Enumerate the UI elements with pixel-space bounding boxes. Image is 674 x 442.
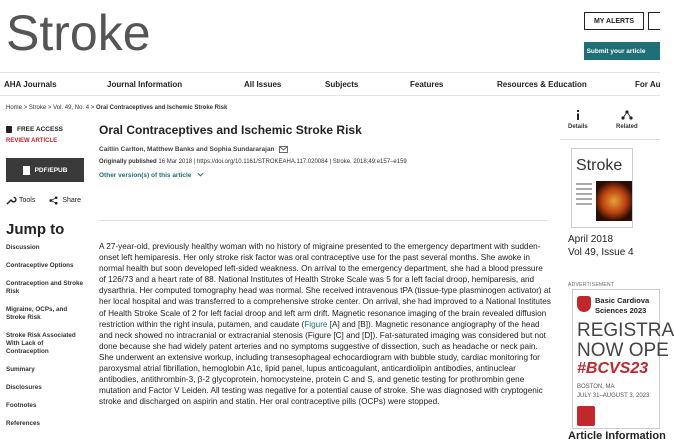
share-icon xyxy=(49,196,58,205)
author-list[interactable]: Caitlin Carlton, Matthew Banks and Sophia Sundararajan xyxy=(99,146,275,154)
divider xyxy=(99,220,547,221)
jump-references[interactable]: References xyxy=(6,420,40,427)
other-versions-toggle[interactable]: Other version(s) of this article xyxy=(99,172,204,179)
edge-button-top[interactable] xyxy=(648,12,660,30)
breadcrumb: Home > Stroke > Vol. 49, No. 4 > Oral Contraceptives and Ischemic Stroke Risk xyxy=(6,105,228,111)
advertisement-label: ADVERTISEMENT xyxy=(568,282,615,288)
submit-article-button[interactable]: Submit your article xyxy=(584,42,648,60)
jump-disclosures[interactable]: Disclosures xyxy=(6,384,42,391)
pdf-file-icon xyxy=(23,166,30,175)
article-information-heading: Article Information xyxy=(568,430,666,442)
tools-button[interactable]: Tools xyxy=(6,196,35,205)
nav-all-issues[interactable]: All Issues xyxy=(244,80,282,89)
cover-text-lines xyxy=(576,183,592,208)
advertisement-banner[interactable]: Basic Cardiova Sciences 2023 REGISTRA NOW OPE #BCVS23 BOSTON, MA JULY 31–AUGUST 3, 2023 xyxy=(572,289,660,429)
info-icon xyxy=(573,110,583,120)
right-tabs xyxy=(560,100,660,140)
nav-features[interactable]: Features xyxy=(410,80,444,89)
jump-to-list xyxy=(6,244,84,428)
breadcrumb-home[interactable]: Home xyxy=(6,105,23,111)
share-button[interactable]: Share xyxy=(49,196,81,205)
article-meta: Originally published 16 Mar 2018 | https://doi.org/10.1161/STROKEAHA.117.020084 | Stroke. 2018;49:e157–e159 xyxy=(99,159,407,165)
left-sidebar xyxy=(6,126,84,438)
journal-logo[interactable]: Stroke xyxy=(6,5,151,61)
jump-contraceptive-options[interactable]: Contraceptive Options xyxy=(6,262,74,269)
article-body: A 27-year-old, previously healthy woman with no history of migraine presented to the emergency department with sudden-onset left hemiparesis. Her only stroke risk factor was oral contraceptive use for the past several months. She awoke in normal health but soon developed left-sided weakness. On arrival to the emergency department, she had a blood pressure of 126/73 and a heart rate of 88. National Institutes of Health Stroke Scale was 5 for a left facial droop, hemiparesis, and dysarthria. Her computed tomography head was normal. She received intravenous tPA (tissue-type plasminogen activator) at her local hospital and was transferred to a comprehensive stroke center. On arrival, she had improved to a National Institutes of Health Stroke Scale of 2 for left facial droop and left arm drift. Magnetic resonance imaging of the brain revealed diffusion restriction within the right insula, putamen, and caudate (Figure [A] and [B]). Magnetic resonance angiography of the head and neck showed no intracranial or extracranial stenosis (Figure [C] and [D]). Fat-saturated imaging was considered but not done because she had widely patent arteries and no symptoms suggestive of dissection, such as headache or neck pain. She underwent an extensive workup, including transesophageal echocardiogram with bubble study, cardiac monitoring for paroxysmal atrial fibrillation, hemoglobin A1c, lipid panel, lupus anticoagulant, anticardiolipin antibodies, antinuclear antibodies, antithrombin-3, β-2 glycoprotein, homocysteine, protein C and S, and genetic testing for prothrombin gene mutation and Factor V Leiden. All testing was negative for a potential cause of stroke. She was diagnosed with cryptogenic stroke and discharged on aspirin and statin. Her oral contraceptive pills (OCPs) were stopped. xyxy=(99,242,551,407)
jump-migraine-ocps[interactable]: Migraine, OCPs, and Stroke Risk xyxy=(6,306,68,321)
chevron-down-icon xyxy=(197,172,204,177)
aha-logo-icon xyxy=(577,406,595,426)
jump-lack-of-contraception[interactable]: Stroke Risk Associated With Lack of Contraception xyxy=(6,332,76,355)
tools-share-bar xyxy=(6,196,84,205)
related-icon xyxy=(621,110,633,120)
article-authors xyxy=(99,146,288,153)
issue-date[interactable]: April 2018 xyxy=(568,234,614,245)
cover-title: Stroke xyxy=(576,157,623,174)
jump-summary[interactable]: Summary xyxy=(6,366,35,373)
tab-related[interactable]: Related xyxy=(616,110,638,130)
edge-button-bottom[interactable] xyxy=(648,42,660,60)
jump-contraception-stroke-risk[interactable]: Contraception and Stroke Risk xyxy=(6,280,83,295)
nav-subjects[interactable]: Subjects xyxy=(325,80,359,89)
figure-link[interactable]: Figure xyxy=(304,319,328,329)
jump-footnotes[interactable]: Footnotes xyxy=(6,402,37,409)
email-icon[interactable] xyxy=(279,146,288,153)
nav-journal-information[interactable]: Journal Information xyxy=(107,80,183,89)
jump-to-heading: Jump to xyxy=(6,221,65,238)
pdf-epub-button[interactable]: PDF/EPUB xyxy=(6,158,84,182)
unlock-icon xyxy=(6,126,12,133)
issue-cover[interactable] xyxy=(571,148,633,228)
jump-discussion[interactable]: Discussion xyxy=(6,244,40,251)
my-alerts-button[interactable]: MY ALERTS xyxy=(584,12,644,30)
cover-artwork xyxy=(596,181,632,221)
heart-logo-icon xyxy=(577,296,591,312)
main-nav xyxy=(0,72,660,96)
tab-details[interactable]: Details xyxy=(568,110,588,130)
nav-aha-journals[interactable]: AHA Journals xyxy=(4,80,57,89)
nav-resources-education[interactable]: Resources & Education xyxy=(497,80,587,89)
breadcrumb-article: Oral Contraceptives and Ischemic Stroke Risk xyxy=(95,105,228,111)
free-access-badge: FREE ACCESS xyxy=(6,126,84,133)
article-type: REVIEW ARTICLE xyxy=(6,138,58,144)
breadcrumb-journal[interactable]: Stroke xyxy=(28,105,47,111)
wrench-icon xyxy=(6,196,15,205)
issue-volume[interactable]: Vol 49, Issue 4 xyxy=(568,247,634,258)
nav-for-authors[interactable]: For Au xyxy=(635,80,661,89)
article-title: Oral Contraceptives and Ischemic Stroke Risk xyxy=(99,123,362,137)
breadcrumb-issue[interactable]: Vol. 49, No. 4 xyxy=(53,105,90,111)
